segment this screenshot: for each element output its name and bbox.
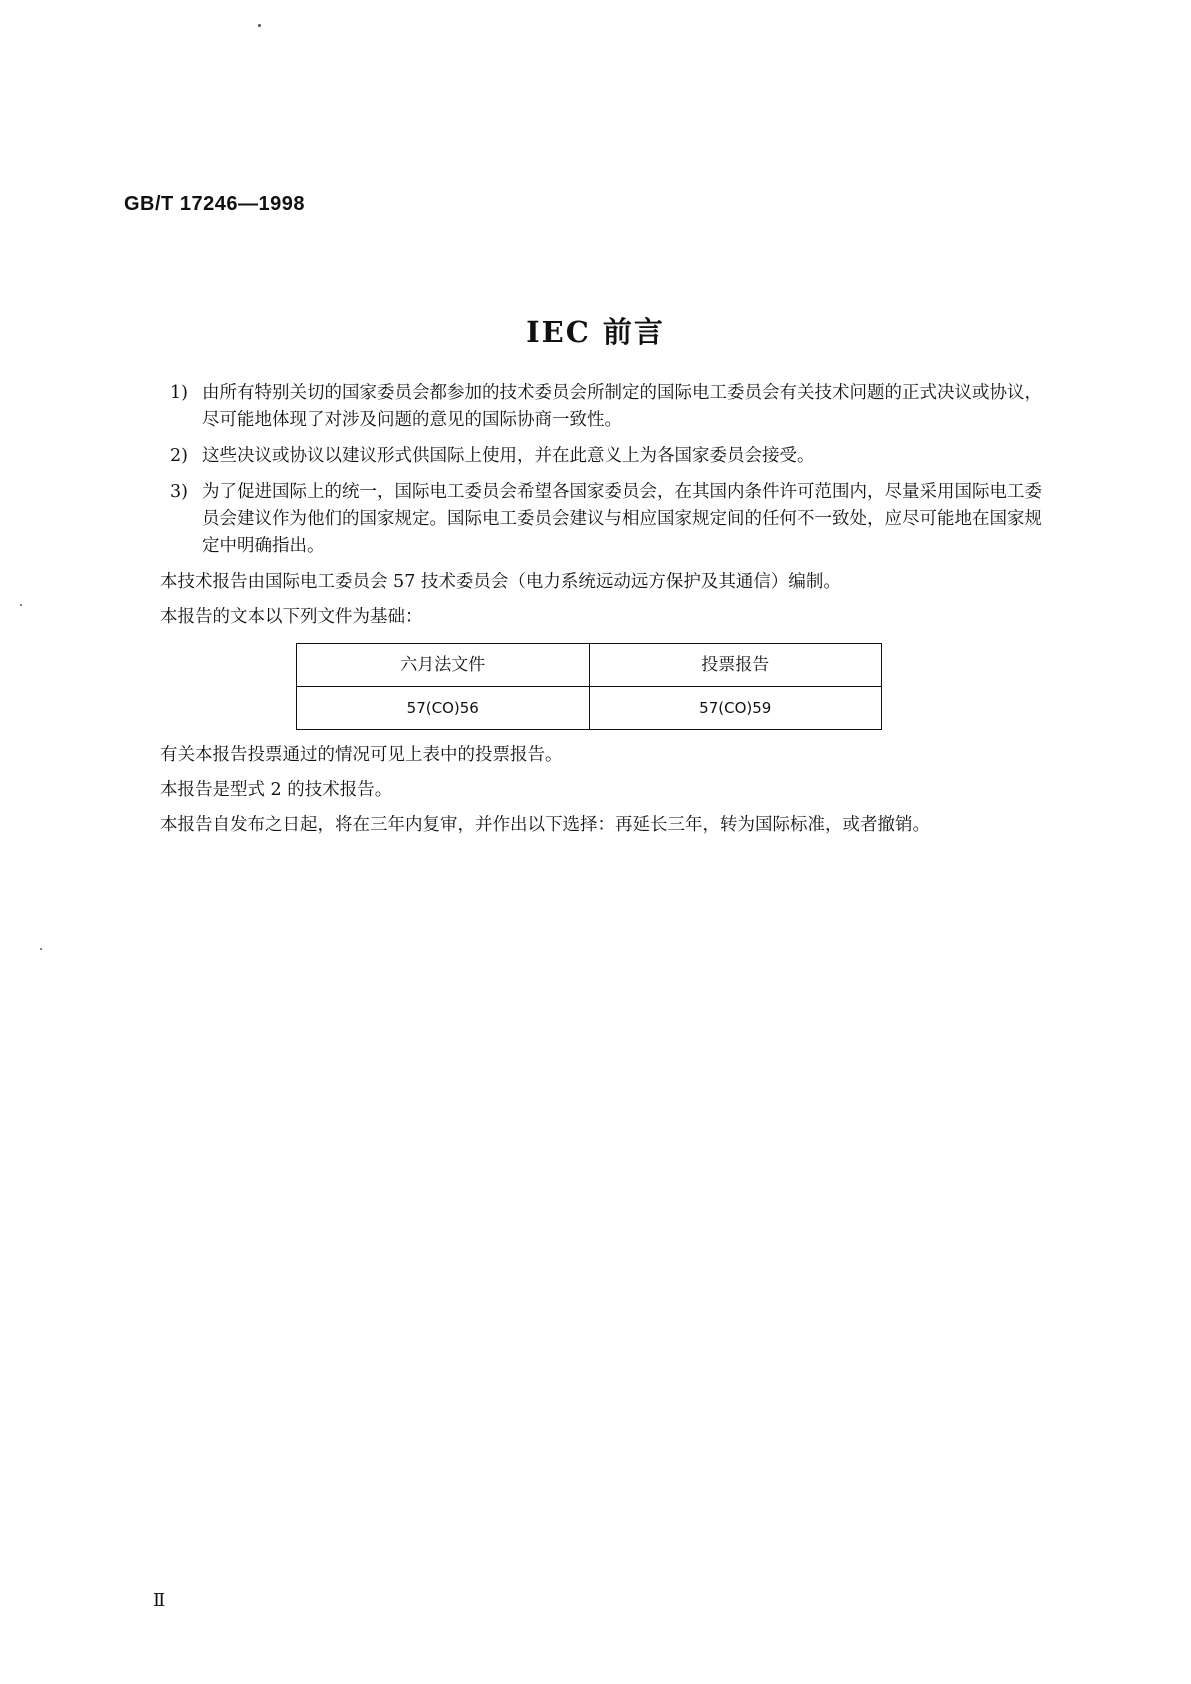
paragraph-prepared-by: 本技术报告由国际电工委员会 57 技术委员会（电力系统远动远方保护及其通信）编制。	[160, 572, 841, 592]
list-item	[170, 380, 1050, 434]
list-item	[170, 479, 1050, 560]
list-item-number: 1)	[170, 383, 188, 403]
list-item-number: 2)	[170, 446, 188, 466]
list-item-text: 这些决议或协议以建议形式供国际上使用，并在此意义上为各国家委员会接受。	[202, 446, 815, 466]
table-header-cell: 六月法文件	[297, 644, 590, 687]
table-cell: 57(CO)56	[297, 687, 590, 730]
list-item-text: 为了促进国际上的统一，国际电工委员会希望各国家委员会，在其国内条件许可范围内，尽量采用国际电工委员会建议作为他们的国家规定。国际电工委员会建议与相应国家规定间的任何不一致处，应尽可能地在国家规定中明确指出。	[202, 482, 1042, 556]
list-item	[170, 443, 1050, 470]
table-header-cell: 投票报告	[589, 644, 882, 687]
scan-speck	[40, 948, 42, 950]
paragraph-based-on: 本报告的文本以下列文件为基础：	[160, 607, 423, 627]
table-cell: 57(CO)59	[589, 687, 882, 730]
paragraph-review: 本报告自发布之日起，将在三年内复审，并作出以下选择：再延长三年，转为国际标准，或者撤销。	[160, 815, 930, 835]
body-text	[160, 380, 1050, 847]
paragraph-voting: 有关本报告投票通过的情况可见上表中的投票报告。	[160, 745, 563, 765]
page-number: Ⅱ	[153, 1590, 166, 1611]
page-title: IEC 前言	[526, 315, 665, 349]
standard-code: GB/T 17246—1998	[124, 193, 305, 215]
table-row	[297, 687, 882, 730]
list-item-text: 由所有特别关切的国家委员会都参加的技术委员会所制定的国际电工委员会有关技术问题的正式决议或协议，尽可能地体现了对涉及问题的意见的国际协商一致性。	[202, 383, 1042, 430]
paragraph-report-type: 本报告是型式 2 的技术报告。	[160, 780, 393, 800]
scan-speck	[258, 24, 261, 27]
table-header-row	[297, 644, 882, 687]
scan-speck	[20, 604, 22, 606]
list-item-number: 3)	[170, 482, 188, 502]
document-table	[296, 643, 882, 730]
